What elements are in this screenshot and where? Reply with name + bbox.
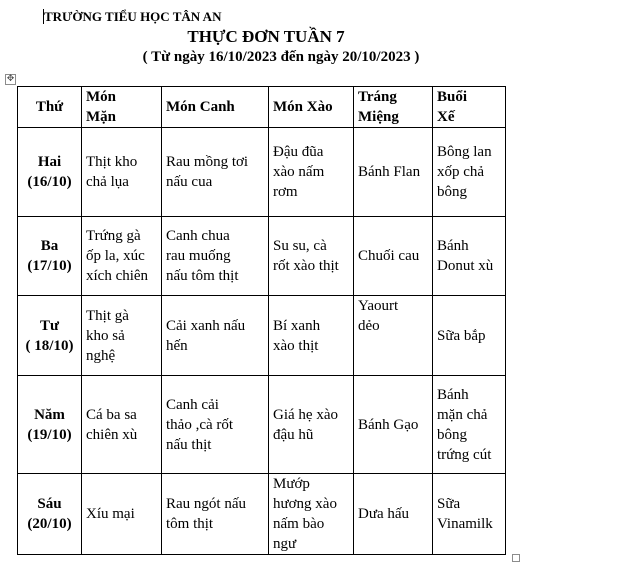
soup-cell: Rau mồng tơi nấu cua <box>162 128 269 217</box>
day-cell: Sáu (20/10) <box>18 474 82 555</box>
day-cell: Tư ( 18/10) <box>18 296 82 376</box>
soup-cell: Cải xanh nấu hến <box>162 296 269 376</box>
weekly-menu-table <box>17 86 506 555</box>
snack-cell: Sữa bắp <box>433 296 506 376</box>
main-dish-cell: Trứng gà ốp la, xúc xích chiên <box>82 217 162 296</box>
column-header-afternoon-snack: Buổi Xế <box>433 87 506 128</box>
main-dish-cell: Thịt gà kho sả nghệ <box>82 296 162 376</box>
snack-cell: Bánh Donut xù <box>433 217 506 296</box>
snack-cell: Bánh mặn chả bông trứng cút <box>433 376 506 474</box>
stir-fry-cell: Đậu đũa xào nấm rơm <box>269 128 354 217</box>
stir-fry-cell: Su su, cà rốt xào thịt <box>269 217 354 296</box>
table-move-handle-icon[interactable]: ✥ <box>6 74 15 84</box>
stir-fry-cell: Bí xanh xào thịt <box>269 296 354 376</box>
main-dish-cell: Cá ba sa chiên xù <box>82 376 162 474</box>
stir-fry-cell: Mướp hương xào nấm bào ngư <box>269 474 354 555</box>
column-header-dessert: Tráng Miệng <box>354 87 433 128</box>
main-dish-cell: Xíu mại <box>82 474 162 555</box>
date-range: ( Từ ngày 16/10/2023 đến ngày 20/10/2023 ) <box>142 49 420 65</box>
page-title: THỰC ĐƠN TUẦN 7 <box>187 27 345 46</box>
soup-cell: Canh cải thảo ,cà rốt nấu thịt <box>162 376 269 474</box>
snack-cell: Sữa Vinamilk <box>433 474 506 555</box>
table-row <box>18 296 506 376</box>
column-header-day: Thứ <box>18 87 82 128</box>
column-header-soup: Món Canh <box>162 87 269 128</box>
soup-cell: Rau ngót nấu tôm thịt <box>162 474 269 555</box>
day-cell: Hai (16/10) <box>18 128 82 217</box>
table-row <box>18 128 506 217</box>
main-dish-cell: Thịt kho chả lụa <box>82 128 162 217</box>
day-cell: Năm (19/10) <box>18 376 82 474</box>
dessert-cell: Bánh Flan <box>354 128 433 217</box>
soup-cell: Canh chua rau muống nấu tôm thịt <box>162 217 269 296</box>
dessert-cell: Dưa hấu <box>354 474 433 555</box>
dessert-cell: Chuối cau <box>354 217 433 296</box>
table-row <box>18 217 506 296</box>
dessert-cell: Bánh Gạo <box>354 376 433 474</box>
column-header-main-dish: Món Mặn <box>82 87 162 128</box>
school-name: TRƯỜNG TIỂU HỌC TÂN AN <box>44 9 222 24</box>
stir-fry-cell: Giá hẹ xào đậu hũ <box>269 376 354 474</box>
table-header-row <box>18 87 506 128</box>
table-row <box>18 474 506 555</box>
snack-cell: Bông lan xốp chả bông <box>433 128 506 217</box>
table-row <box>18 376 506 474</box>
dessert-cell: Yaourt dẻo <box>354 296 433 376</box>
day-cell: Ba (17/10) <box>18 217 82 296</box>
table-resize-handle-icon[interactable] <box>512 554 520 562</box>
column-header-stir-fry: Món Xào <box>269 87 354 128</box>
